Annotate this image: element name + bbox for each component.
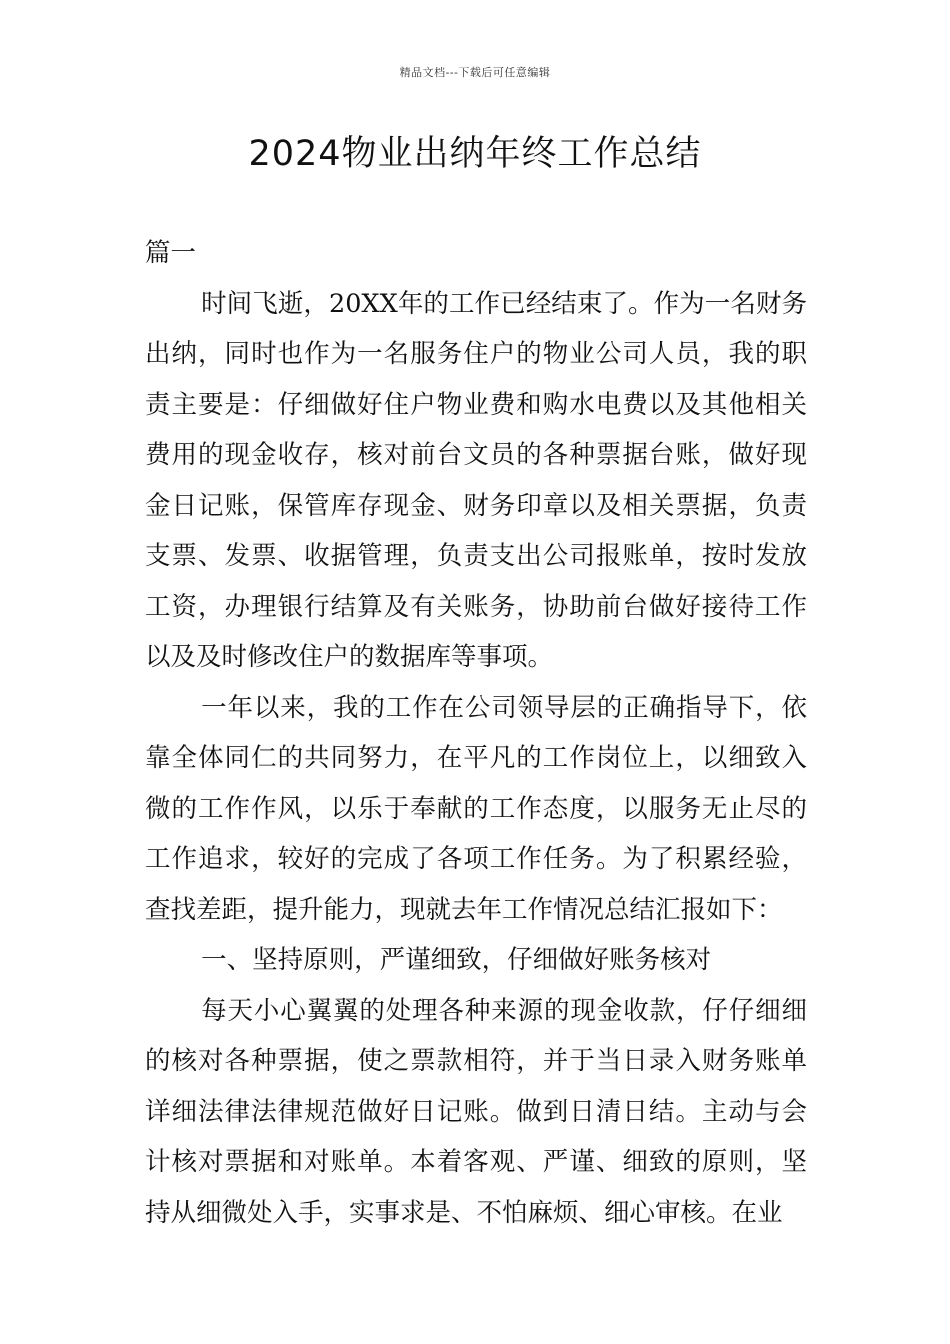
section-label: 篇一 [145,238,197,268]
paragraph-intro: 时间飞逝，20XX年的工作已经结束了。作为一名财务出纳，同时也作为一名服务住户的物业公司人员，我的职责主要是：仔细做好住户物业费和购水电费以及其他相关费用的现金收存，核对前台文员的各种票据台账，做好现金日记账，保管库存现金、财务印章以及相关票据，负责支票、发票、收据管理，负责支出公司报账单，按时发放工资，办理银行结算及有关账务，协助前台做好接待工作以及及时修改住户的数据库等事项。 [145,288,807,672]
paragraph-summary: 一年以来，我的工作在公司领导层的正确指导下，依靠全体同仁的共同努力，在平凡的工作岗位上，以细致入微的工作作风，以乐于奉献的工作态度，以服务无止尽的工作追求，较好的完成了各项工作任务。为了积累经验，查找差距，提升能力，现就去年工作情况总结汇报如下： [145,692,807,925]
paragraph-accounting: 每天小心翼翼的处理各种来源的现金收款，仔仔细细的核对各种票据，使之票款相符，并于当日录入财务账单详细法律法律规范做好日记账。做到日清日结。主动与会计核对票据和对账单。本着客观、严谨、细致的原则，坚持从细微处入手，实事求是、不怕麻烦、细心审核。在业 [145,995,807,1228]
header-note: 精品文档---下载后可任意编辑 [399,66,551,79]
document-title: 2024物业出纳年终工作总结 [248,134,702,174]
document-body [145,228,807,1238]
section-subheading: 一、坚持原则，严谨细致，仔细做好账务核对 [201,945,712,975]
